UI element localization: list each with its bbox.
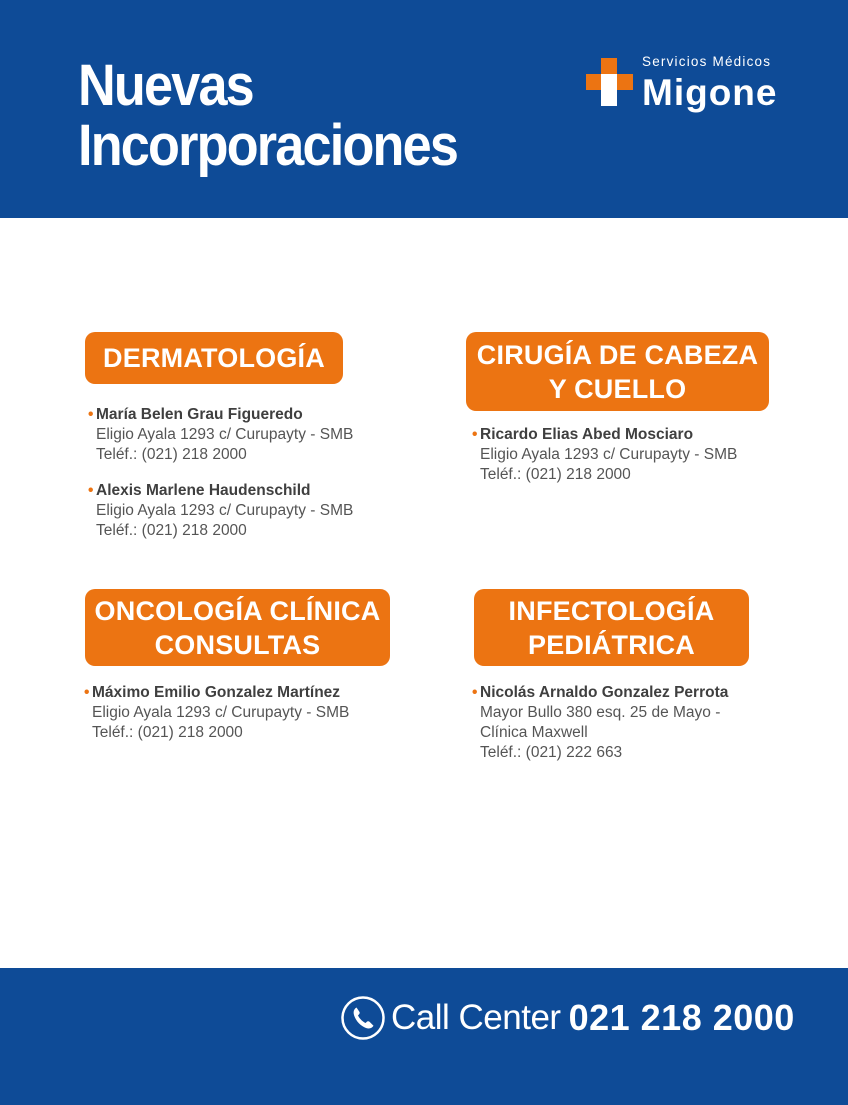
- doctor-name: Nicolás Arnaldo Gonzalez Perrota: [480, 684, 729, 701]
- section-title-line: CONSULTAS: [154, 629, 321, 660]
- doctor-address: Eligio Ayala 1293 c/ Curupayty - SMB: [92, 704, 350, 721]
- section-title-oncologia: [85, 589, 390, 666]
- doctor-entry: [88, 405, 354, 465]
- doctor-name: María Belen Grau Figueredo: [96, 406, 303, 423]
- section-title-line: DERMATOLOGÍA: [103, 343, 325, 373]
- logo-subtitle: Servicios Médicos: [642, 54, 772, 69]
- doctor-phone: Teléf.: (021) 218 2000: [96, 522, 247, 539]
- page-title-line-1: Nuevas: [78, 53, 253, 118]
- bullet-icon: •: [88, 482, 94, 499]
- section-title-cirugia: [466, 332, 769, 411]
- bullet-icon: •: [88, 406, 94, 423]
- doctor-phone: Teléf.: (021) 218 2000: [92, 724, 243, 741]
- logo-name: Migone: [642, 72, 778, 113]
- doctor-entry: [472, 683, 729, 763]
- bullet-icon: •: [472, 684, 478, 701]
- section-title-line: ONCOLOGÍA CLÍNICA: [94, 595, 381, 626]
- doctor-phone: Teléf.: (021) 218 2000: [96, 446, 247, 463]
- doctor-address: Eligio Ayala 1293 c/ Curupayty - SMB: [96, 502, 354, 519]
- doctor-name: Alexis Marlene Haudenschild: [96, 482, 311, 499]
- section-title-infectologia: [474, 589, 749, 666]
- doctor-address: Eligio Ayala 1293 c/ Curupayty - SMB: [480, 446, 738, 463]
- section-title-line: CIRUGÍA DE CABEZA: [476, 339, 759, 370]
- doctor-address: Mayor Bullo 380 esq. 25 de Mayo -: [480, 704, 721, 721]
- doctor-clinic: Clínica Maxwell: [480, 724, 588, 741]
- phone-icon: [340, 995, 386, 1041]
- call-center-number[interactable]: 021 218 2000: [568, 997, 795, 1038]
- doctor-address: Eligio Ayala 1293 c/ Curupayty - SMB: [96, 426, 354, 443]
- doctor-name: Ricardo Elias Abed Mosciaro: [480, 426, 694, 443]
- page-title-line-2: Incorporaciones: [78, 113, 458, 178]
- page-title: [78, 53, 458, 178]
- doctor-entry: [472, 425, 738, 485]
- section-title-line: PEDIÁTRICA: [527, 629, 695, 660]
- section-title-line: Y CUELLO: [548, 373, 687, 404]
- doctor-entry: [88, 481, 354, 541]
- call-center: [340, 995, 795, 1041]
- call-center-label: Call Center: [391, 998, 561, 1037]
- bullet-icon: •: [472, 426, 478, 443]
- doctor-phone: Teléf.: (021) 222 663: [480, 744, 623, 761]
- doctor-phone: Teléf.: (021) 218 2000: [480, 466, 631, 483]
- section-title-line: INFECTOLOGÍA: [508, 595, 715, 626]
- bullet-icon: •: [84, 684, 90, 701]
- doctor-name: Máximo Emilio Gonzalez Martínez: [92, 684, 341, 701]
- section-title-dermatologia: [85, 332, 343, 384]
- doctor-entry: [84, 683, 350, 743]
